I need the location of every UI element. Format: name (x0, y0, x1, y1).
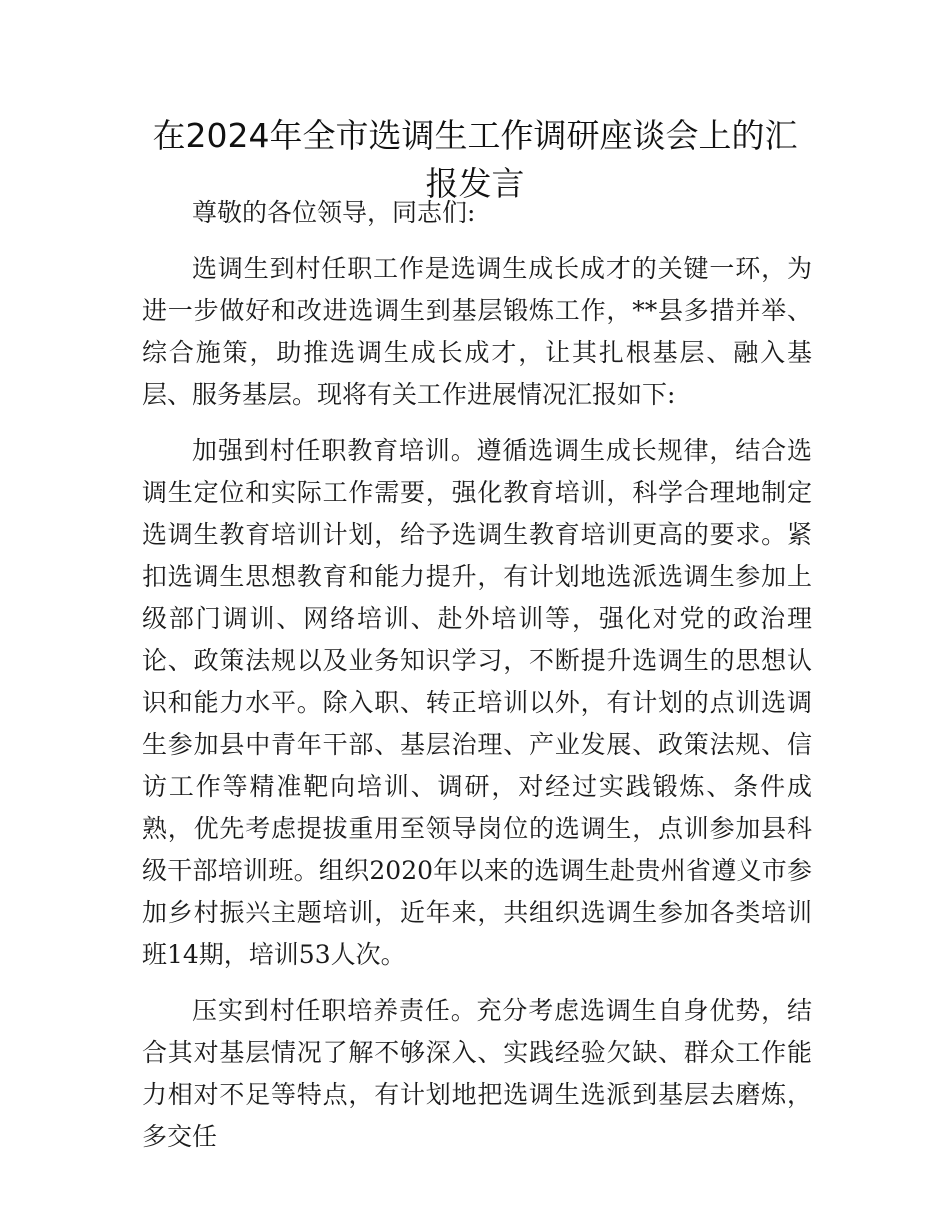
paragraph-training: 加强到村任职教育培训。遵循选调生成长规律，结合选调生定位和实际工作需要，强化教育培训，科学合理地制定选调生教育培训计划，给予选调生教育培训更高的要求。紧扣选调生思想教育和能力提升，有计划地选派选调生参加上级部门调训、网络培训、赴外培训等，强化对党的政治理论、政策法规以及业务知识学习，不断提升选调生的思想认识和能力水平。除入职、转正培训以外，有计划的点训选调生参加县中青年干部、基层治理、产业发展、政策法规、信访工作等精准靶向培训、调研，对经过实践锻炼、条件成熟，优先考虑提拔重用至领导岗位的选调生，点训参加县科级干部培训班。组织2020年以来的选调生赴贵州省遵义市参加乡村振兴主题培训，近年来，共组织选调生参加各类培训班14期，培训53人次。 (142, 436, 812, 969)
paragraph-responsibility: 压实到村任职培养责任。充分考虑选调生自身优势，结合其对基层情况了解不够深入、实践经验欠缺、群众工作能力相对不足等特点，有计划地把选调生选派到基层去磨炼，多交任 (142, 996, 812, 1151)
document-title: 在2024年全市选调生工作调研座谈会上的汇报发言 (152, 116, 798, 203)
paragraph-intro: 选调生到村任职工作是选调生成长成才的关键一环，为进一步做好和改进选调生到基层锻炼工作，**县多措并举、综合施策，助推选调生成长成才，让其扎根基层、融入基层、服务基层。现将有关工作进展情况汇报如下: (142, 254, 812, 409)
greeting: 尊敬的各位领导，同志们: (192, 198, 476, 227)
document-body (142, 192, 812, 1172)
